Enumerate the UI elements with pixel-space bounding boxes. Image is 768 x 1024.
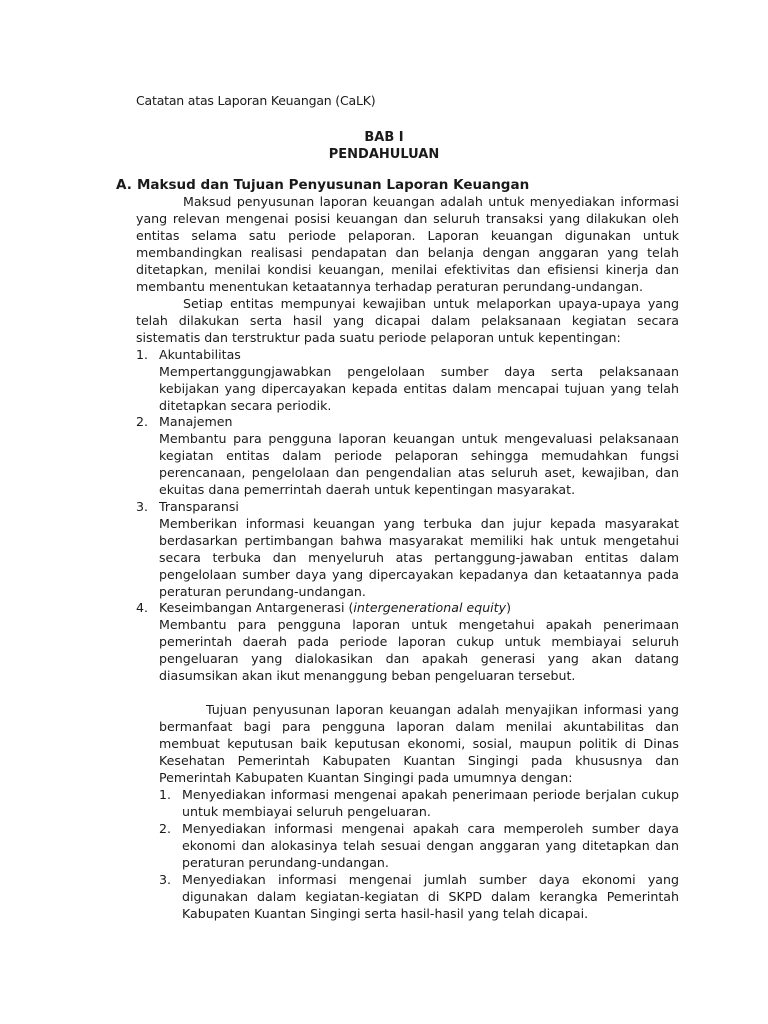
list-number: 1. — [136, 347, 149, 362]
list-item-title: Akuntabilitas — [159, 347, 241, 362]
list-item-body: Menyediakan informasi mengenai apakah cara memperoleh sumber daya ekonomi dan alokasinya telah sesuai dengan anggaran yang ditetapkan dan peraturan perundang-undangan. — [182, 821, 679, 870]
list-item-body: Menyediakan informasi mengenai apakah penerimaan periode berjalan cukup untuk membiayai seluruh pengeluaran. — [182, 787, 679, 819]
list-number: 2. — [159, 821, 172, 836]
section-title: Maksud dan Tujuan Penyusunan Laporan Keuangan — [137, 177, 530, 193]
list-number: 2. — [136, 414, 149, 429]
objective-item-1 — [159, 787, 679, 821]
list-number: 4. — [136, 600, 149, 615]
list-item-body: Memberikan informasi keuangan yang terbuka dan jujur kepada masyarakat berdasarkan pertimbangan bahwa masyarakat memiliki hak untuk mengetahui secara terbuka dan menyeluruh atas pertanggung-jawaban entitas dalam pengelolaan sumber daya yang dipercayakan kepadanya dan ketaatannya pada peraturan perundang-undangan. — [159, 516, 679, 599]
list-item-body: Membantu para pengguna laporan keuangan untuk mengevaluasi pelaksanaan kegiatan entitas dalam periode pelaporan sehingga memudahkan fungsi perencanaan, pengelolaan dan pengendalian atas seluruh aset, kewajiban, dan ekuitas dana pemerrintah daerah untuk kepentingan masyarakat. — [159, 431, 679, 497]
list-number: 3. — [136, 499, 149, 514]
paragraph-obligation: Setiap entitas mempunyai kewajiban untuk melaporkan upaya-upaya yang telah dilakukan serta hasil yang dicapai dalam pelaksanaan kegiatan secara sistematis dan terstruktur pada suatu periode pelaporan untuk kepentingan: — [136, 296, 679, 345]
chapter-title: PENDAHULUAN — [328, 147, 440, 162]
list-item-body: Mempertanggungjawabkan pengelolaan sumber daya serta pelaksanaan kebijakan yang dipercayakan kepada entitas dalam mencapai tujuan yang telah ditetapkan secara periodik. — [159, 364, 679, 413]
chapter-number: BAB I — [364, 130, 404, 145]
list-item-body: Membantu para pengguna laporan untuk mengetahui apakah penerimaan pemerintah daerah pada periode laporan cukup untuk membiayai seluruh pengeluaran yang dialokasikan dan apakah generasi yang akan datang diasumsikan akan ikut menanggung beban pengeluaran tersebut. — [159, 617, 679, 683]
objective-item-3 — [159, 872, 679, 923]
list-number: 3. — [159, 872, 172, 887]
list-item-title: Keseimbangan Antargenerasi (intergenerational equity) — [159, 600, 511, 615]
list-item-title: Transparansi — [159, 499, 239, 514]
section-heading — [116, 177, 529, 193]
italic-term: intergenerational equity — [353, 600, 507, 615]
chapter-heading — [0, 129, 768, 163]
section-letter: A. — [116, 177, 132, 193]
paragraph-purpose: Maksud penyusunan laporan keuangan adalah untuk menyediakan informasi yang relevan mengenai posisi keuangan dan seluruh transaksi yang dilakukan oleh entitas selama satu periode pelaporan. Laporan keuangan digunakan untuk membandingkan realisasi pendapatan dan belanja dengan anggaran yang telah ditetapkan, menilai kondisi keuangan, menilai efektivitas dan efisiensi kinerja dan membantu menentukan ketaatannya terhadap peraturan perundang-undangan. — [136, 194, 679, 294]
list-item-title: Manajemen — [159, 414, 233, 429]
objective-item-2 — [159, 821, 679, 872]
list-number: 1. — [159, 787, 172, 802]
paragraph-objective: Tujuan penyusunan laporan keuangan adalah menyajikan informasi yang bermanfaat bagi para pengguna laporan dalam menilai akuntabilitas dan membuat keputusan baik keputusan ekonomi, sosial, maupun politik di Dinas Kesehatan Pemerintah Kabupaten Kuantan Singingi pada khususnya dan Pemerintah Kabupaten Kuantan Singingi pada umumnya dengan: — [159, 702, 679, 785]
document-header-note: Catatan atas Laporan Keuangan (CaLK) — [136, 93, 376, 108]
list-item-body: Menyediakan informasi mengenai jumlah sumber daya ekonomi yang digunakan dalam kegiatan-kegiatan di SKPD dalam kerangka Pemerintah Kabupaten Kuantan Singingi serta hasil-hasil yang telah dicapai. — [182, 872, 679, 921]
